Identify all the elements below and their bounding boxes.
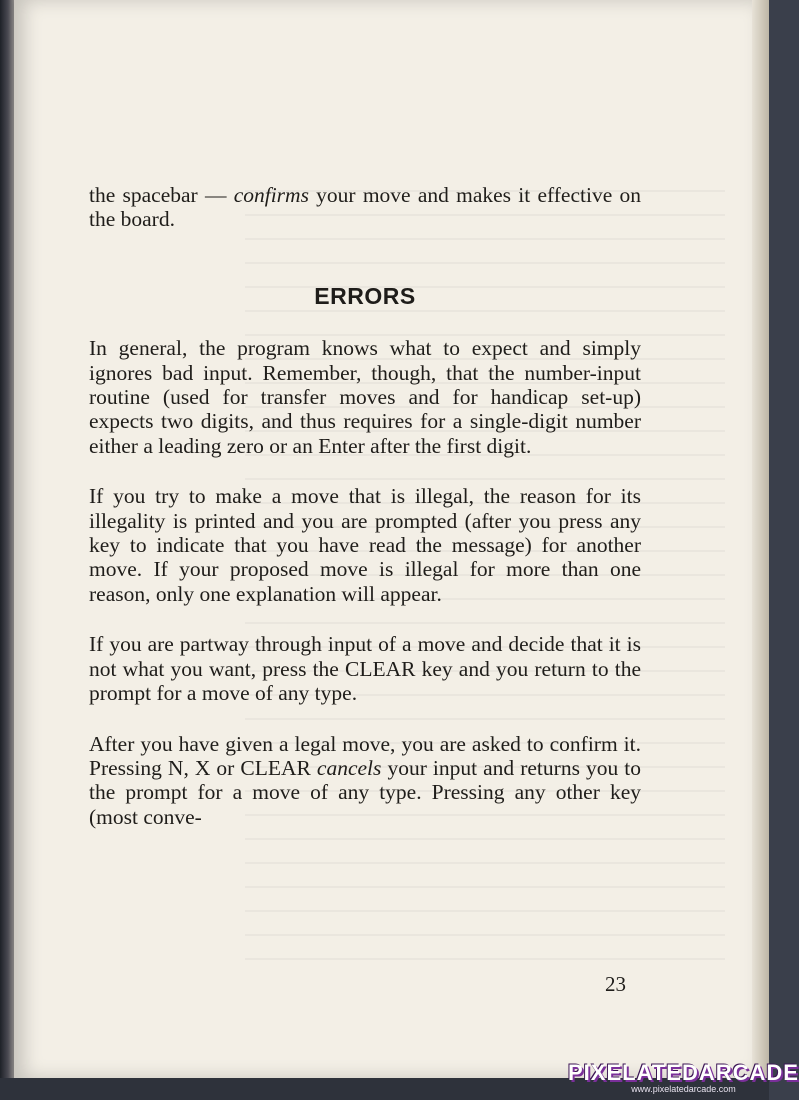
intro-emphasis: confirms [233,183,309,207]
page-stack-edge [752,0,769,1078]
confirm-after: your input and returns you to the prompt for a move of any type. Pressing any other key (most conve- [89,755,641,829]
paragraph-clear-key: If you are partway through input of a move and decide that it is not what you want, press the CLEAR key and you return to the prompt for a move of any type. [89,632,641,706]
intro-after: your move and makes it effective on the board. [89,183,642,232]
page-content [89,183,641,855]
section-heading: ERRORS [314,282,416,309]
paragraph-illegal-move: If you try to make a move that is illegal, the reason for its illegality is printed and you are prompted (after you press any key to indicate that you have read the message) for another move. If your proposed move is illegal for more than one reason, only one explanation will appear. [89,484,641,606]
paragraph-confirm-move [89,732,641,830]
confirm-emphasis: cancels [316,755,382,780]
intro-before: the spacebar — [89,183,234,207]
intro-paragraph [89,183,641,232]
page-number: 23 [605,972,626,996]
watermark-url: www.pixelatedarcade.com [631,1084,736,1094]
paragraph-input-handling: In general, the program knows what to expect and simply ignores bad input. Remember, though, that the number-input routine (used for transfer moves and for handicap set-up) expects two digits, and thus requires for a single-digit number either a leading zero or an Enter after the first digit. [89,336,641,458]
watermark [568,1062,799,1095]
watermark-logo: PIXELATEDARCADE [568,1060,799,1085]
confirm-before: After you have given a legal move, you are asked to confirm it. Pressing N, X or CLEAR [89,731,641,780]
